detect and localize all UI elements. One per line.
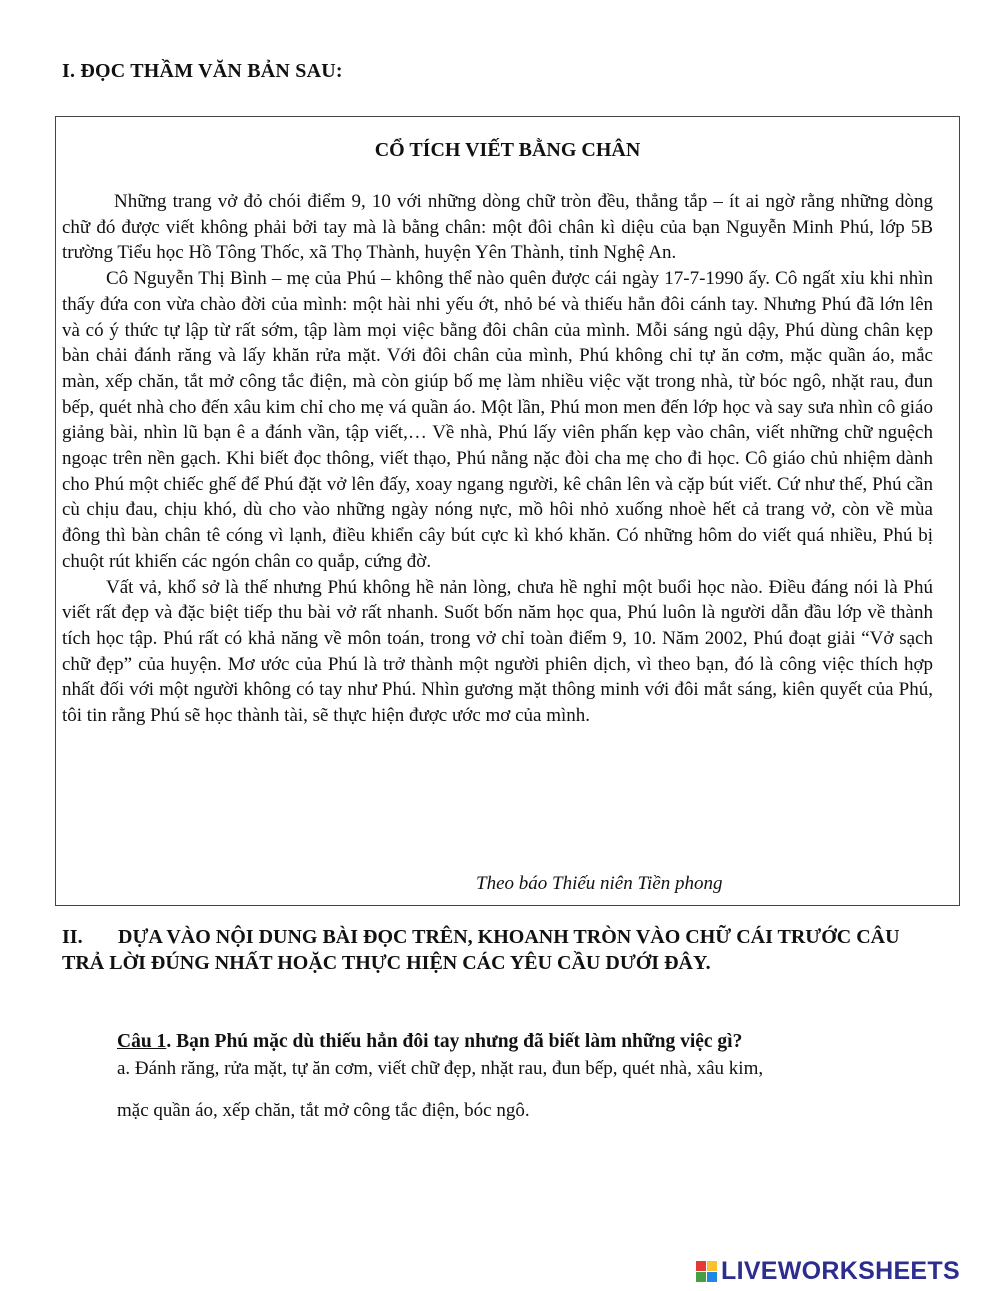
section-2-text: DỰA VÀO NỘI DUNG BÀI ĐỌC TRÊN, KHOANH TRÒN VÀO CHỮ CÁI TRƯỚC CÂU TRẢ LỜI ĐÚNG NHẤT HOẶC THỰC HIỆN CÁC YÊU CẦU DƯỚI ĐÂY.	[62, 926, 900, 974]
liveworksheets-logo[interactable]	[696, 1256, 960, 1286]
story-box	[55, 116, 960, 906]
section-1-heading: I. ĐỌC THẦM VĂN BẢN SAU:	[62, 60, 343, 82]
story-paragraph-3: Vất vả, khổ sở là thế nhưng Phú không hề nản lòng, chưa hề nghỉ một buổi học nào. Điều đáng nói là Phú viết rất đẹp và đặc biệt tiếp thu bài vở rất nhanh. Suốt bốn năm học qua, Phú luôn là người dẫn đầu lớp về thành tích học tập. Phú rất có khả năng về môn toán, trong vở chỉ toàn điểm 9, 10. Năm 2002, Phú đoạt giải “Vở sạch chữ đẹp” của huyện. Mơ ước của Phú là trở thành một người phiên dịch, vì theo bạn, đó là công việc thích hợp nhất đối với một người không có tay như Phú. Nhìn gương mặt thông minh với đôi mắt sáng, kiên quyết của Phú, tôi tin rằng Phú sẽ học thành tài, sẽ thực hiện được ước mơ của mình.	[62, 576, 933, 727]
story-paragraph-2: Cô Nguyễn Thị Bình – mẹ của Phú – không thể nào quên được cái ngày 17-7-1990 ấy. Cô ngất xỉu khi nhìn thấy đứa con vừa chào đời của mình: một hài nhi yếu ớt, nhỏ bé và thiếu hẳn đôi cánh tay. Nhưng Phú đã lớn lên và có ý thức tự lập từ rất sớm, tập làm mọi việc bằng đôi chân của mình. Mỗi sáng ngủ dậy, Phú dùng chân kẹp bàn chải đánh răng và lấy khăn rửa mặt. Với đôi chân của mình, Phú không chỉ tự ăn cơm, mặc quần áo, mắc màn, xếp chăn, tắt mở công tắc điện, mà còn giúp bố mẹ làm nhiều việc vặt trong nhà, từ bóc ngô, nhặt rau, đun bếp, quét nhà cho đến xâu kim chỉ cho mẹ vá quần áo. Một lần, Phú mon men đến lớp học và say sưa nhìn cô giáo giảng bài, nhìn lũ bạn ê a đánh vần, tập viết,… Về nhà, Phú lấy viên phấn kẹp vào chân, viết những chữ nguệch ngoạc trên nền gạch. Khi biết đọc thông, viết thạo, Phú nằng nặc đòi cha mẹ cho đi học. Cô giáo chủ nhiệm dành cho Phú một chiếc ghế để Phú đặt vở lên đấy, xoay ngang người, kê chân lên và cặp bút viết. Cứ như thế, Phú cần cù chịu đau, chịu khó, dù cho vào những ngày nóng nực, mồ hôi nhỏ xuống nhoè hết cả trang vở, còn về mùa đông thì bàn chân tê cóng vì lạnh, điều khiển cây bút cực kì khó khăn. Có những hôm do viết quá nhiều, Phú bị chuột rút khiến các ngón chân co quắp, cứng đờ.	[62, 268, 933, 572]
question-1-label: Câu 1	[117, 1031, 167, 1052]
story-source: Theo báo Thiếu niên Tiền phong	[476, 873, 723, 894]
question-1-option-a-line-2[interactable]: mặc quần áo, xếp chăn, tắt mở công tắc điện, bóc ngô.	[117, 1100, 530, 1121]
question-1-option-a-line-1[interactable]: a. Đánh răng, rửa mặt, tự ăn cơm, viết chữ đẹp, nhặt rau, đun bếp, quét nhà, xâu kim,	[117, 1058, 764, 1079]
story-paragraph-1: Những trang vở đỏ chói điểm 9, 10 với những dòng chữ tròn đều, thẳng tắp – ít ai ngờ rằng những dòng chữ đó được viết không phải bởi tay mà là bằng chân: một đôi chân kì diệu của bạn Nguyễn Minh Phú, lớp 5B trường Tiểu học Hồ Tông Thốc, xã Thọ Thành, huyện Yên Thành, tỉnh Nghệ An.	[62, 191, 933, 264]
section-2-number: II.	[62, 926, 83, 948]
logo-square-icon	[696, 1272, 706, 1282]
question-1	[117, 1031, 897, 1053]
section-2-heading	[62, 924, 912, 976]
logo-mark-icon	[696, 1261, 717, 1282]
story-title: CỔ TÍCH VIẾT BẰNG CHÂN	[374, 139, 641, 161]
question-1-text: . Bạn Phú mặc dù thiếu hẳn đôi tay nhưng đã biết làm những việc gì?	[166, 1031, 743, 1052]
logo-square-icon	[707, 1272, 717, 1282]
logo-text: LIVEWORKSHEETS	[721, 1256, 960, 1285]
logo-square-icon	[696, 1261, 706, 1271]
story-body	[62, 189, 933, 729]
logo-square-icon	[707, 1261, 717, 1271]
